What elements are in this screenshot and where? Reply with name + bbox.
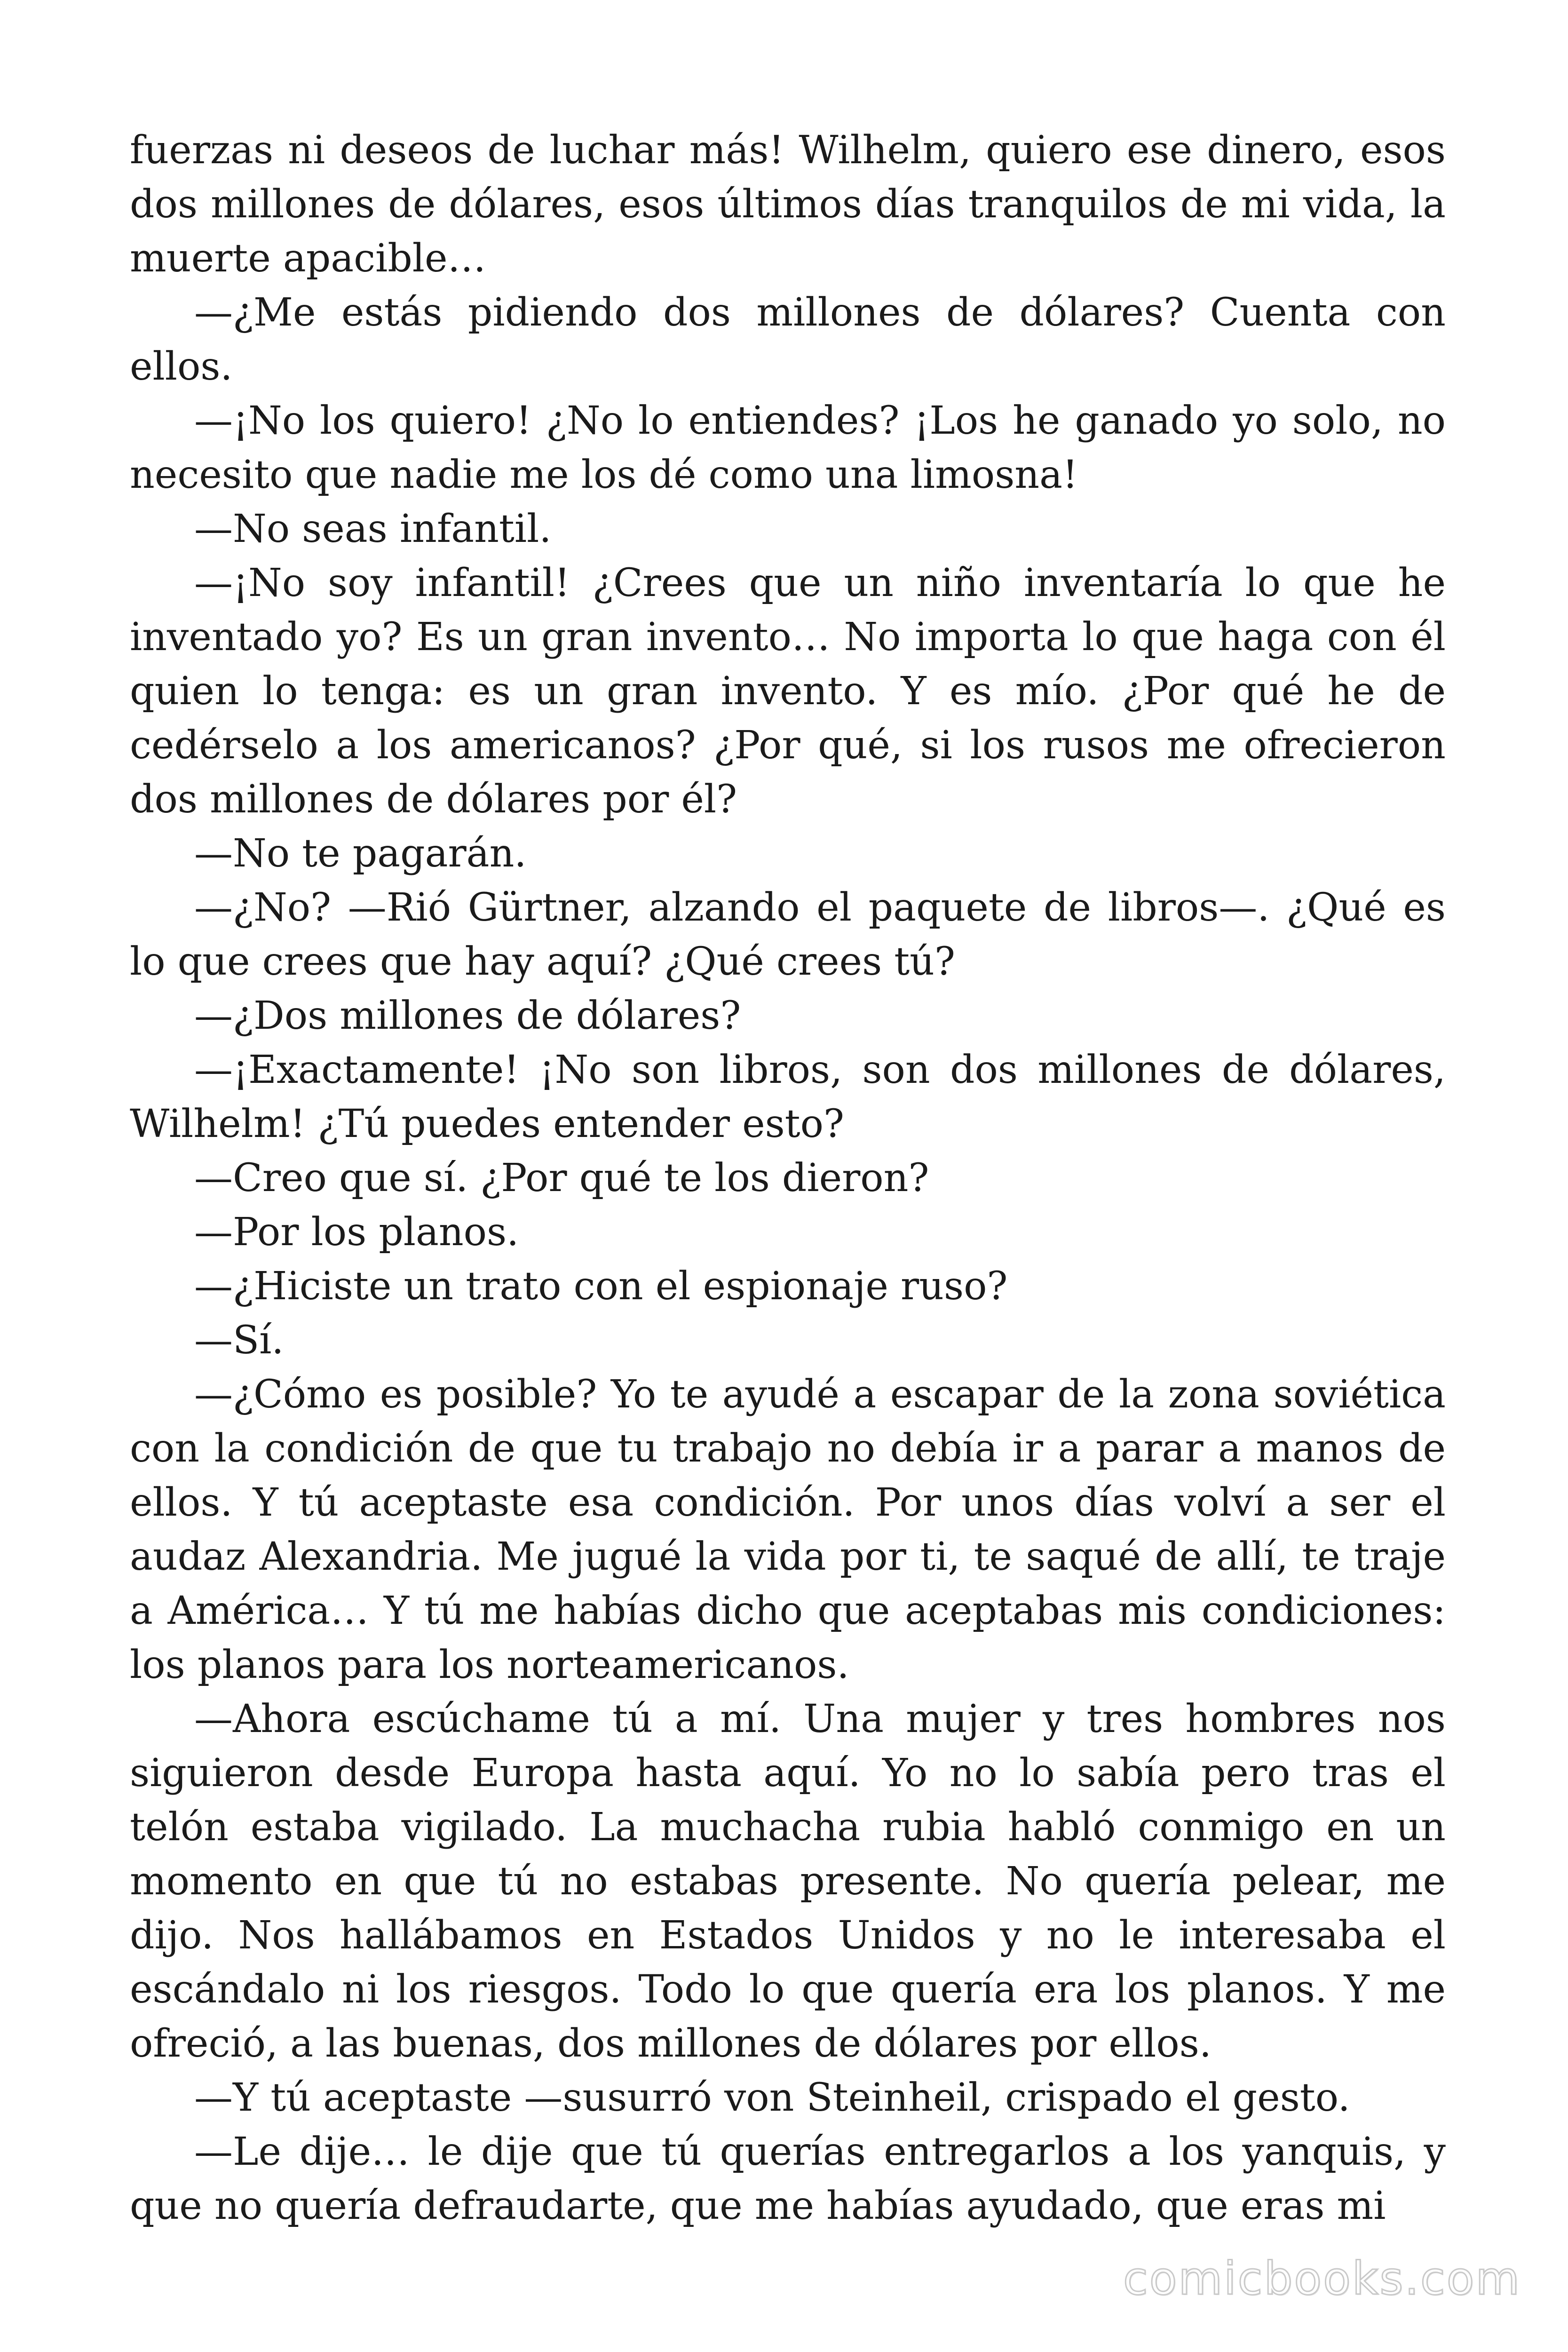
paragraph-5: —¡No soy infantil! ¿Crees que un niño inventaría lo que he inventado yo? Es un gran invento… No importa lo que haga con él quien lo tenga: es un gran invento. Y es mío. ¿Por qué he de cedérselo a los americanos? ¿Por qué, si los rusos me ofrecieron dos millones de dólares por él?: [130, 561, 1446, 822]
paragraph-1: fuerzas ni deseos de luchar más! Wilhelm, quiero ese dinero, esos dos millones de dólares, esos últimos días tranquilos de mi vida, la muerte apacible…: [130, 128, 1446, 281]
paragraph-7: —¿No? —Rió Gürtner, alzando el paquete de libros—. ¿Qué es lo que crees que hay aquí? ¿Qué crees tú?: [130, 885, 1446, 984]
paragraph-8: —¿Dos millones de dólares?: [194, 993, 741, 1038]
paragraph-16: —Y tú aceptaste —susurró von Steinheil, crispado el gesto.: [194, 2075, 1350, 2120]
paragraph-12: —¿Hiciste un trato con el espionaje ruso?: [194, 1264, 1008, 1309]
watermark: comicbooks.com: [1123, 2252, 1521, 2305]
page-text: [130, 123, 1446, 2233]
paragraph-17: —Le dije… le dije que tú querías entregarlos a los yanquis, y que no quería defraudarte, que me habías ayudado, que eras mi: [130, 2130, 1446, 2228]
paragraph-9: —¡Exactamente! ¡No son libros, son dos millones de dólares, Wilhelm! ¿Tú puedes entender esto?: [130, 1048, 1446, 1146]
paragraph-6: —No te pagarán.: [194, 831, 527, 876]
paragraph-13: —Sí.: [194, 1318, 284, 1363]
paragraph-10: —Creo que sí. ¿Por qué te los dieron?: [194, 1156, 929, 1200]
paragraph-11: —Por los planos.: [194, 1210, 519, 1255]
paragraph-15: —Ahora escúchame tú a mí. Una mujer y tres hombres nos siguieron desde Europa hasta aquí. Yo no lo sabía pero tras el telón estaba vigilado. La muchacha rubia habló conmigo en un momento en que tú no estabas presente. No quería pelear, me dijo. Nos hallábamos en Estados Unidos y no le interesaba el escándalo ni los riesgos. Todo lo que quería era los planos. Y me ofreció, a las buenas, dos millones de dólares por ellos.: [130, 1697, 1446, 2066]
paragraph-4: —No seas infantil.: [194, 507, 552, 551]
paragraph-2: —¿Me estás pidiendo dos millones de dólares? Cuenta con ellos.: [130, 290, 1446, 389]
paragraph-3: —¡No los quiero! ¿No lo entiendes? ¡Los he ganado yo solo, no necesito que nadie me los dé como una limosna!: [130, 398, 1446, 497]
paragraph-14: —¿Cómo es posible? Yo te ayudé a escapar de la zona soviética con la condición de que tu trabajo no debía ir a parar a manos de ellos. Y tú aceptaste esa condición. Por unos días volví a ser el audaz Alexandria. Me jugué la vida por ti, te saqué de allí, te traje a América… Y tú me habías dicho que aceptabas mis condiciones: los planos para los norteamericanos.: [130, 1372, 1446, 1687]
